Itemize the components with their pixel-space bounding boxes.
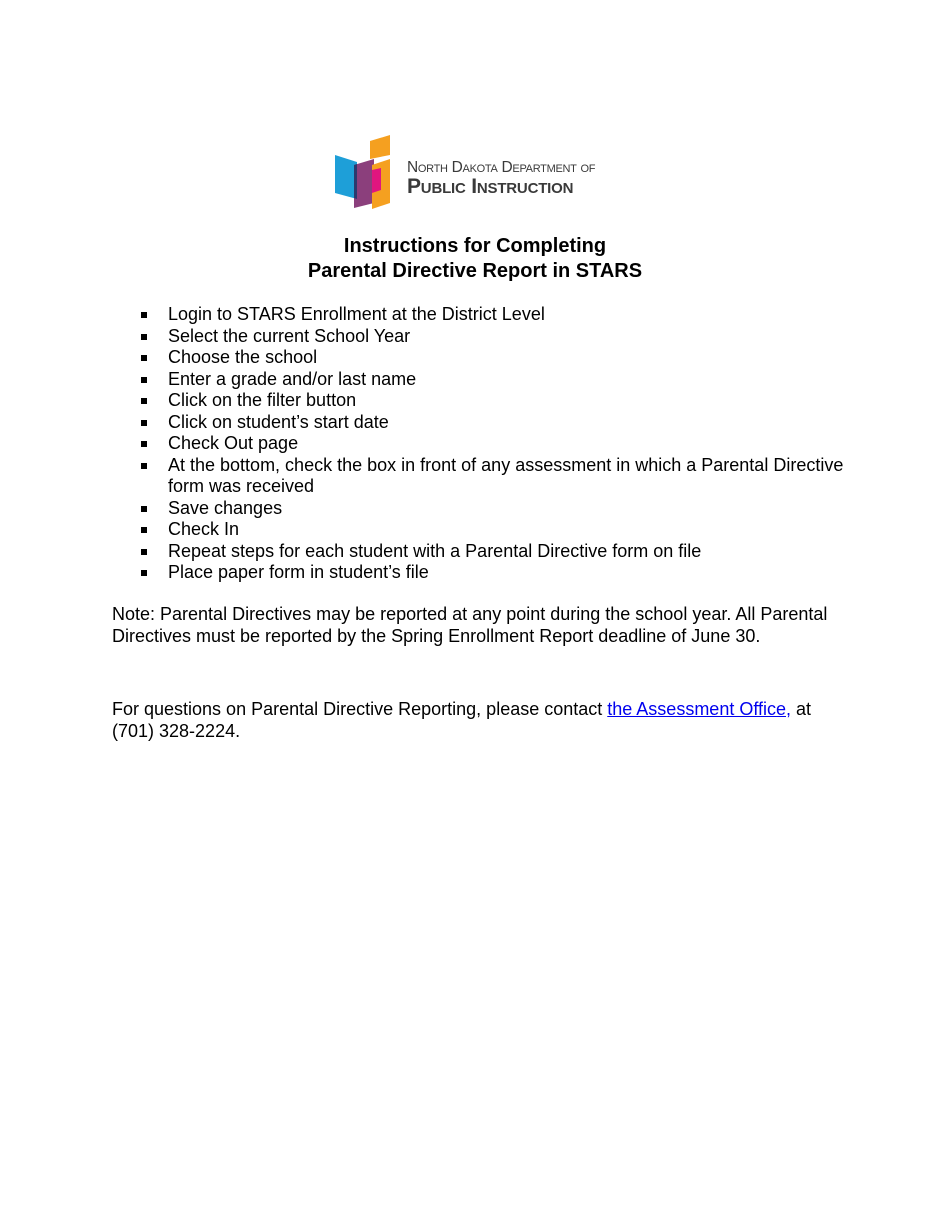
- step-text: Choose the school: [168, 347, 318, 367]
- contact-prefix: For questions on Parental Directive Reporting, please contact: [112, 699, 608, 719]
- square-bullet-icon: [141, 312, 147, 318]
- list-item: [112, 433, 848, 455]
- square-bullet-icon: [141, 527, 147, 533]
- step-text: Place paper form in student’s file: [168, 562, 429, 582]
- square-bullet-icon: [141, 549, 147, 555]
- square-bullet-icon: [141, 570, 147, 576]
- square-bullet-icon: [141, 506, 147, 512]
- logo-line-1: North Dakota Department of: [407, 159, 596, 176]
- square-bullet-icon: [141, 441, 147, 447]
- list-item: [112, 455, 848, 498]
- step-text: At the bottom, check the box in front of any assessment in which a Parental Directive form was received: [168, 454, 844, 496]
- ndpi-logo: [332, 135, 632, 211]
- square-bullet-icon: [141, 355, 147, 361]
- assessment-office-link[interactable]: the Assessment Office,: [607, 699, 792, 719]
- step-text: Enter a grade and/or last name: [168, 368, 417, 389]
- list-item: [112, 347, 848, 369]
- ndpi-logo-text: [407, 159, 595, 198]
- list-item: [112, 562, 848, 584]
- square-bullet-icon: [141, 463, 147, 469]
- note-paragraph: Note: Parental Directives may be reported at any point during the school year. All Parental Directives must be reported by the Spring Enrollment Report deadline of June 30.: [112, 604, 828, 646]
- list-item: [112, 519, 848, 541]
- square-bullet-icon: [141, 377, 147, 383]
- list-item: [112, 412, 848, 434]
- contact-paragraph: [112, 699, 842, 742]
- title-line-1: Instructions for Completing: [343, 235, 607, 257]
- step-text: Select the current School Year: [168, 325, 411, 346]
- list-item: [112, 390, 848, 412]
- square-bullet-icon: [141, 420, 147, 426]
- square-bullet-icon: [141, 398, 147, 404]
- ndpi-logo-mark-icon: [332, 135, 402, 211]
- step-text: Save changes: [168, 497, 283, 518]
- list-item: [112, 498, 848, 520]
- list-item: [112, 304, 848, 326]
- step-text: Repeat steps for each student with a Parental Directive form on file: [168, 540, 702, 561]
- step-text: Check In: [168, 519, 240, 539]
- logo-line-2: Public Instruction: [407, 175, 574, 198]
- step-text: Click on student’s start date: [168, 411, 389, 432]
- title-line-2: Parental Directive Report in STARS: [307, 260, 643, 282]
- list-item: [112, 369, 848, 391]
- square-bullet-icon: [141, 334, 147, 340]
- list-item: [112, 326, 848, 348]
- list-item: [112, 541, 848, 563]
- step-text: Login to STARS Enrollment at the District Level: [168, 304, 545, 324]
- step-text: Click on the filter button: [168, 390, 357, 410]
- step-text: Check Out page: [168, 433, 299, 453]
- instruction-steps-list: [112, 304, 848, 584]
- document-title: [0, 234, 950, 284]
- contact-suffix: at (701) 328-2224.: [112, 699, 812, 741]
